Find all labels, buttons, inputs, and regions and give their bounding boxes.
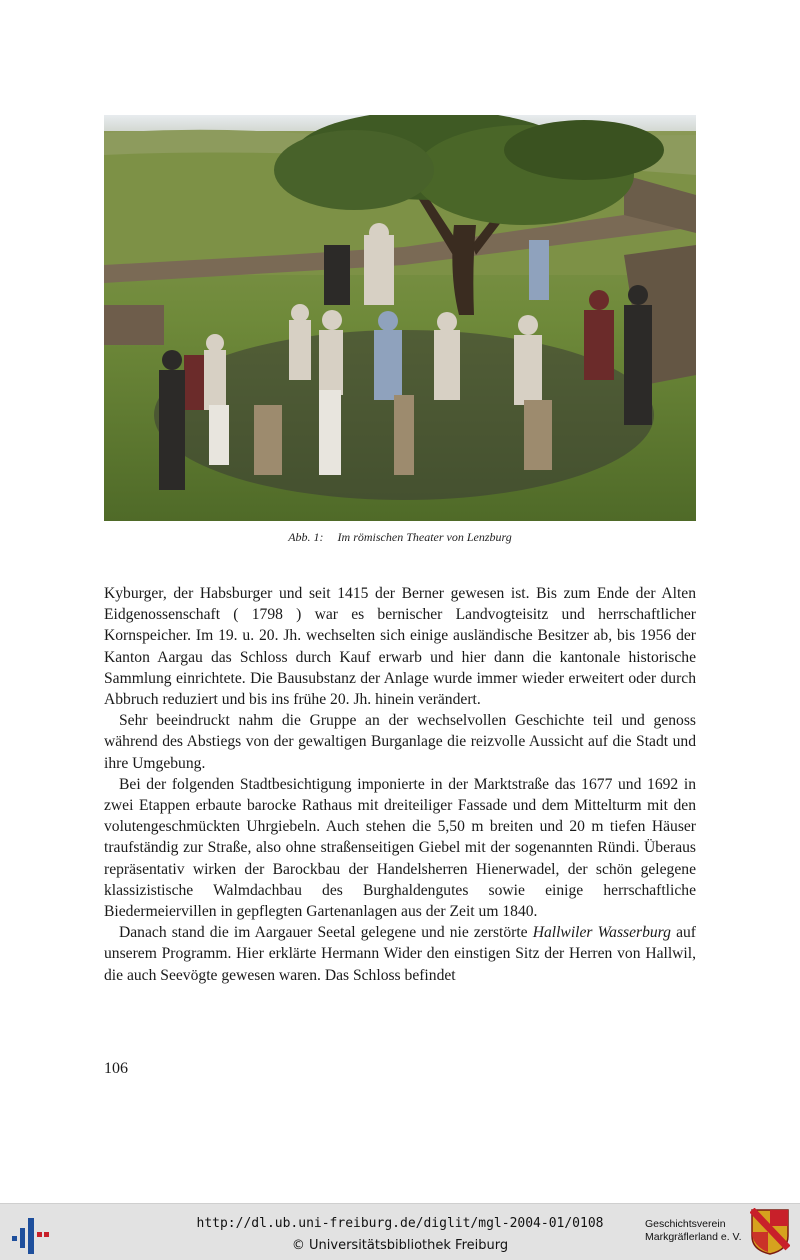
paragraph-4 — [104, 922, 696, 986]
body-text — [104, 583, 696, 986]
photo-image — [104, 115, 696, 521]
footer-bar — [0, 1203, 800, 1260]
footer-copyright: © Universitätsbibliothek Freiburg — [291, 1238, 509, 1253]
hallwiler-wasserburg-italic: Hallwiler Wasserburg — [532, 924, 671, 942]
page-number: 106 — [104, 1060, 128, 1077]
caption-label: Abb. 1: — [288, 530, 324, 544]
society-line-1: Geschichtsverein — [645, 1218, 726, 1230]
society-name — [645, 1218, 742, 1244]
paragraph-1: Kyburger, der Habsburger und seit 1415 der Berner gewesen ist. Bis zum Ende der Alten Eidgenossenschaft ( 1798 ) war es bernischer Landvogteisitz und herrschaftlicher Kornspeicher. Im 19. u. 20. Jh. wechselten sich einige ausländische Besitzer ab, bis 1956 der Kanton Aargau das Schloss durch Kauf erwarb und hier dann die kantonale historische Sammlung einrichtete. Die Bausubstanz der Anlage wurde immer wieder erweitert oder durch Abbruch reduziert und bis ins frühe 20. Jh. hinein verändert. — [104, 585, 696, 709]
figure-caption — [104, 530, 696, 545]
society-line-2: Markgräflerland e. V. — [645, 1231, 742, 1243]
caption-text: Im römischen Theater von Lenzburg — [337, 530, 512, 544]
paragraph-3: Bei der folgenden Stadtbesichtigung imponierte in der Marktstraße das 1677 und 1692 in zwei Etappen erbaute barocke Rathaus mit dreiteiliger Fassade und dem Mittelturm mit den volutengeschmückten Uhrgiebeln. Auch stehen die 5,50 m breiten und 20 m tiefen Häuser traufständig zur Straße, also ohne straßenseitigen Giebel mit der sogenannten Ründi. Überaus repräsentativ wirken der Barockbau der Handelsherren Hienerwadel, der schön gelegene klassizistische Walmdachbau des Burghaldengutes sowie einige herrschaftliche Biedermeiervillen in gepflegten Gartenanlagen aus der Zeit um 1840. — [104, 775, 696, 921]
paragraph-4-end: auf unserem Programm. Hier erklärte Hermann Wider den einstigen Sitz der Herren von Hallwil, die auch Seevögte gewesen waren. Das Schloss befindet — [104, 924, 696, 984]
paragraph-2: Sehr beeindruckt nahm die Gruppe an der wechselvollen Geschichte teil und genoss während des Abstiegs von der gewaltigen Burganlage die reizvolle Aussicht auf die Stadt und ihre Umgebung. — [104, 712, 696, 772]
coat-of-arms-icon — [750, 1208, 790, 1260]
photo-roman-theatre — [104, 115, 696, 521]
paragraph-4-start: Danach stand die im Aargauer Seetal gelegene und nie zerstörte — [119, 924, 533, 942]
footer-url-link[interactable]: http://dl.ub.uni-freiburg.de/diglit/mgl-2004-01/0108 — [196, 1216, 604, 1231]
